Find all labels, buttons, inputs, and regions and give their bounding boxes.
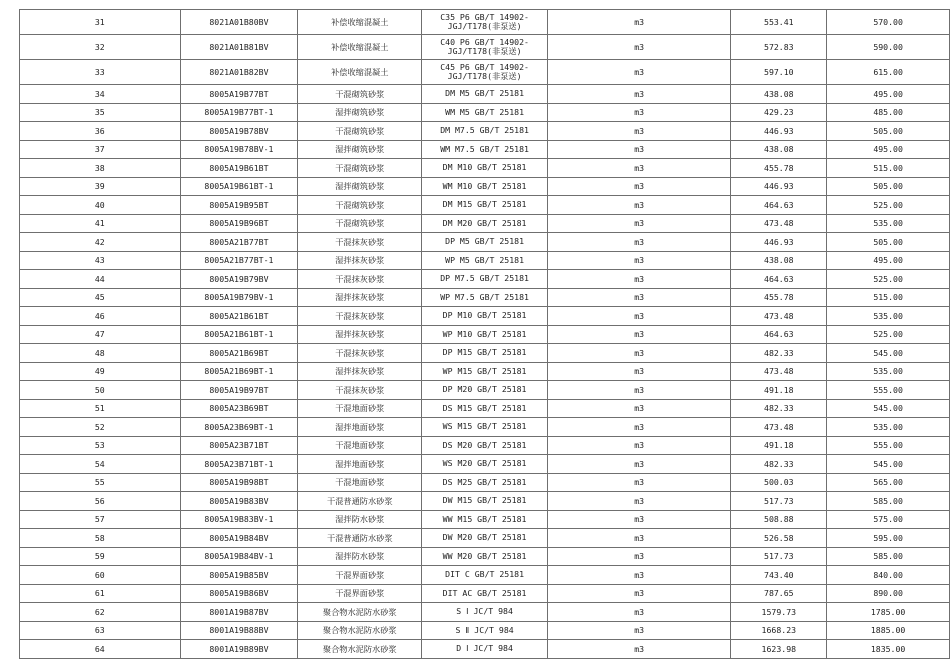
table-row	[20, 529, 950, 548]
row-number-cell: 50	[20, 381, 181, 400]
specification-cell: WM M7.5 GB/T 25181	[422, 140, 548, 159]
price-incl-tax-cell: 1835.00	[827, 640, 950, 659]
item-code-cell: 8021A01B82BV	[180, 60, 298, 85]
price-excl-tax-cell: 446.93	[731, 233, 827, 252]
item-code-cell: 8005A19B98BT	[180, 473, 298, 492]
table-row	[20, 122, 950, 141]
item-code-cell: 8005A21B77BT-1	[180, 251, 298, 270]
price-excl-tax-cell: 455.78	[731, 159, 827, 178]
row-number-cell: 62	[20, 603, 181, 622]
unit-cell: m3	[547, 196, 730, 215]
row-number-cell: 57	[20, 510, 181, 529]
material-name-cell: 湿拌防水砂浆	[298, 510, 422, 529]
price-excl-tax-cell: 464.63	[731, 325, 827, 344]
specification-cell: WW M15 GB/T 25181	[422, 510, 548, 529]
row-number-cell: 35	[20, 103, 181, 122]
unit-cell: m3	[547, 529, 730, 548]
specification-cell: WW M20 GB/T 25181	[422, 547, 548, 566]
unit-cell: m3	[547, 10, 730, 35]
price-incl-tax-cell: 595.00	[827, 529, 950, 548]
unit-cell: m3	[547, 35, 730, 60]
item-code-cell: 8005A23B71BT	[180, 436, 298, 455]
row-number-cell: 34	[20, 85, 181, 104]
item-code-cell: 8005A19B85BV	[180, 566, 298, 585]
price-incl-tax-cell: 525.00	[827, 196, 950, 215]
unit-cell: m3	[547, 473, 730, 492]
price-incl-tax-cell: 505.00	[827, 233, 950, 252]
price-incl-tax-cell: 535.00	[827, 214, 950, 233]
price-excl-tax-cell: 482.33	[731, 399, 827, 418]
price-excl-tax-cell: 482.33	[731, 455, 827, 474]
price-excl-tax-cell: 464.63	[731, 270, 827, 289]
item-code-cell: 8005A23B71BT-1	[180, 455, 298, 474]
item-code-cell: 8021A01B80BV	[180, 10, 298, 35]
material-name-cell: 补偿收缩混凝土	[298, 10, 422, 35]
material-name-cell: 干混砌筑砂浆	[298, 122, 422, 141]
price-table	[19, 9, 950, 659]
price-incl-tax-cell: 535.00	[827, 362, 950, 381]
table-row	[20, 381, 950, 400]
price-excl-tax-cell: 455.78	[731, 288, 827, 307]
price-excl-tax-cell: 473.48	[731, 307, 827, 326]
material-name-cell: 湿拌地面砂浆	[298, 418, 422, 437]
table-row	[20, 35, 950, 60]
item-code-cell: 8005A19B77BT	[180, 85, 298, 104]
specification-cell: DM M20 GB/T 25181	[422, 214, 548, 233]
unit-cell: m3	[547, 603, 730, 622]
item-code-cell: 8005A21B77BT	[180, 233, 298, 252]
material-name-cell: 干混地面砂浆	[298, 473, 422, 492]
price-incl-tax-cell: 515.00	[827, 159, 950, 178]
specification-cell: DW M20 GB/T 25181	[422, 529, 548, 548]
item-code-cell: 8005A21B69BT	[180, 344, 298, 363]
row-number-cell: 33	[20, 60, 181, 85]
unit-cell: m3	[547, 140, 730, 159]
item-code-cell: 8005A19B96BT	[180, 214, 298, 233]
material-name-cell: 干混抹灰砂浆	[298, 233, 422, 252]
unit-cell: m3	[547, 584, 730, 603]
price-excl-tax-cell: 438.08	[731, 85, 827, 104]
table-row	[20, 196, 950, 215]
specification-cell: WP M10 GB/T 25181	[422, 325, 548, 344]
material-name-cell: 干混地面砂浆	[298, 399, 422, 418]
price-excl-tax-cell: 553.41	[731, 10, 827, 35]
item-code-cell: 8001A19B89BV	[180, 640, 298, 659]
unit-cell: m3	[547, 177, 730, 196]
unit-cell: m3	[547, 85, 730, 104]
table-row	[20, 473, 950, 492]
table-row	[20, 492, 950, 511]
unit-cell: m3	[547, 510, 730, 529]
material-name-cell: 干混砌筑砂浆	[298, 214, 422, 233]
price-excl-tax-cell: 1579.73	[731, 603, 827, 622]
item-code-cell: 8005A19B83BV	[180, 492, 298, 511]
row-number-cell: 40	[20, 196, 181, 215]
price-incl-tax-cell: 545.00	[827, 455, 950, 474]
item-code-cell: 8021A01B81BV	[180, 35, 298, 60]
item-code-cell: 8001A19B87BV	[180, 603, 298, 622]
price-incl-tax-cell: 495.00	[827, 140, 950, 159]
price-excl-tax-cell: 572.83	[731, 35, 827, 60]
material-name-cell: 湿拌地面砂浆	[298, 455, 422, 474]
table-row	[20, 288, 950, 307]
price-excl-tax-cell: 500.03	[731, 473, 827, 492]
item-code-cell: 8005A19B78BV	[180, 122, 298, 141]
table-row	[20, 214, 950, 233]
price-excl-tax-cell: 517.73	[731, 547, 827, 566]
price-excl-tax-cell: 429.23	[731, 103, 827, 122]
table-row	[20, 177, 950, 196]
price-excl-tax-cell: 491.18	[731, 381, 827, 400]
item-code-cell: 8005A19B78BV-1	[180, 140, 298, 159]
table-row	[20, 344, 950, 363]
unit-cell: m3	[547, 344, 730, 363]
price-incl-tax-cell: 555.00	[827, 436, 950, 455]
row-number-cell: 47	[20, 325, 181, 344]
material-name-cell: 干混抹灰砂浆	[298, 307, 422, 326]
row-number-cell: 49	[20, 362, 181, 381]
material-name-cell: 干混抹灰砂浆	[298, 381, 422, 400]
specification-cell: DM M5 GB/T 25181	[422, 85, 548, 104]
unit-cell: m3	[547, 122, 730, 141]
table-row	[20, 621, 950, 640]
price-incl-tax-cell: 840.00	[827, 566, 950, 585]
table-row	[20, 566, 950, 585]
material-name-cell: 湿拌砌筑砂浆	[298, 140, 422, 159]
price-excl-tax-cell: 438.08	[731, 251, 827, 270]
item-code-cell: 8005A19B61BT-1	[180, 177, 298, 196]
table-row	[20, 233, 950, 252]
table-row	[20, 307, 950, 326]
price-incl-tax-cell: 575.00	[827, 510, 950, 529]
row-number-cell: 63	[20, 621, 181, 640]
specification-cell: WM M5 GB/T 25181	[422, 103, 548, 122]
specification-cell: C40 P6 GB/T 14902-JGJ/T178(非泵送)	[422, 35, 548, 60]
material-name-cell: 湿拌砌筑砂浆	[298, 177, 422, 196]
item-code-cell: 8005A21B61BT	[180, 307, 298, 326]
price-incl-tax-cell: 505.00	[827, 177, 950, 196]
row-number-cell: 39	[20, 177, 181, 196]
table-row	[20, 510, 950, 529]
price-excl-tax-cell: 787.65	[731, 584, 827, 603]
specification-cell: C35 P6 GB/T 14902-JGJ/T178(非泵送)	[422, 10, 548, 35]
item-code-cell: 8005A23B69BT	[180, 399, 298, 418]
table-row	[20, 270, 950, 289]
material-name-cell: 干混界面砂浆	[298, 566, 422, 585]
table-row	[20, 455, 950, 474]
price-excl-tax-cell: 464.63	[731, 196, 827, 215]
price-incl-tax-cell: 525.00	[827, 325, 950, 344]
material-name-cell: 干混砌筑砂浆	[298, 196, 422, 215]
price-excl-tax-cell: 473.48	[731, 362, 827, 381]
price-incl-tax-cell: 590.00	[827, 35, 950, 60]
specification-cell: DP M7.5 GB/T 25181	[422, 270, 548, 289]
unit-cell: m3	[547, 492, 730, 511]
unit-cell: m3	[547, 640, 730, 659]
table-row	[20, 436, 950, 455]
table-row	[20, 159, 950, 178]
unit-cell: m3	[547, 60, 730, 85]
item-code-cell: 8005A19B86BV	[180, 584, 298, 603]
price-incl-tax-cell: 515.00	[827, 288, 950, 307]
unit-cell: m3	[547, 547, 730, 566]
table-row	[20, 10, 950, 35]
price-incl-tax-cell: 615.00	[827, 60, 950, 85]
specification-cell: DIT AC GB/T 25181	[422, 584, 548, 603]
specification-cell: DP M15 GB/T 25181	[422, 344, 548, 363]
row-number-cell: 56	[20, 492, 181, 511]
price-excl-tax-cell: 508.88	[731, 510, 827, 529]
price-incl-tax-cell: 535.00	[827, 307, 950, 326]
price-excl-tax-cell: 438.08	[731, 140, 827, 159]
unit-cell: m3	[547, 103, 730, 122]
specification-cell: WS M15 GB/T 25181	[422, 418, 548, 437]
item-code-cell: 8005A19B61BT	[180, 159, 298, 178]
specification-cell: WM M10 GB/T 25181	[422, 177, 548, 196]
table-row	[20, 418, 950, 437]
specification-cell: WP M7.5 GB/T 25181	[422, 288, 548, 307]
price-excl-tax-cell: 446.93	[731, 177, 827, 196]
specification-cell: DS M25 GB/T 25181	[422, 473, 548, 492]
table-row	[20, 640, 950, 659]
material-name-cell: 补偿收缩混凝土	[298, 60, 422, 85]
unit-cell: m3	[547, 214, 730, 233]
item-code-cell: 8005A19B84BV	[180, 529, 298, 548]
material-name-cell: 湿拌砌筑砂浆	[298, 103, 422, 122]
unit-cell: m3	[547, 251, 730, 270]
row-number-cell: 43	[20, 251, 181, 270]
specification-cell: WP M5 GB/T 25181	[422, 251, 548, 270]
table-row	[20, 140, 950, 159]
row-number-cell: 58	[20, 529, 181, 548]
price-incl-tax-cell: 585.00	[827, 547, 950, 566]
unit-cell: m3	[547, 455, 730, 474]
material-name-cell: 干混抹灰砂浆	[298, 344, 422, 363]
row-number-cell: 52	[20, 418, 181, 437]
table-row	[20, 362, 950, 381]
table-row	[20, 603, 950, 622]
row-number-cell: 59	[20, 547, 181, 566]
price-incl-tax-cell: 585.00	[827, 492, 950, 511]
material-name-cell: 干混砌筑砂浆	[298, 85, 422, 104]
unit-cell: m3	[547, 270, 730, 289]
row-number-cell: 64	[20, 640, 181, 659]
material-name-cell: 湿拌抹灰砂浆	[298, 325, 422, 344]
price-excl-tax-cell: 482.33	[731, 344, 827, 363]
price-excl-tax-cell: 597.10	[731, 60, 827, 85]
material-name-cell: 干混抹灰砂浆	[298, 270, 422, 289]
item-code-cell: 8005A19B83BV-1	[180, 510, 298, 529]
unit-cell: m3	[547, 325, 730, 344]
material-name-cell: 干混普通防水砂浆	[298, 492, 422, 511]
specification-cell: DS M20 GB/T 25181	[422, 436, 548, 455]
price-incl-tax-cell: 570.00	[827, 10, 950, 35]
specification-cell: DM M10 GB/T 25181	[422, 159, 548, 178]
unit-cell: m3	[547, 399, 730, 418]
table-row	[20, 399, 950, 418]
price-incl-tax-cell: 890.00	[827, 584, 950, 603]
item-code-cell: 8005A23B69BT-1	[180, 418, 298, 437]
specification-cell: D Ⅰ JC/T 984	[422, 640, 548, 659]
item-code-cell: 8001A19B88BV	[180, 621, 298, 640]
price-incl-tax-cell: 535.00	[827, 418, 950, 437]
row-number-cell: 42	[20, 233, 181, 252]
price-excl-tax-cell: 473.48	[731, 214, 827, 233]
material-name-cell: 干混界面砂浆	[298, 584, 422, 603]
specification-cell: DM M15 GB/T 25181	[422, 196, 548, 215]
row-number-cell: 32	[20, 35, 181, 60]
unit-cell: m3	[547, 233, 730, 252]
table-row	[20, 103, 950, 122]
item-code-cell: 8005A21B61BT-1	[180, 325, 298, 344]
material-name-cell: 干混普通防水砂浆	[298, 529, 422, 548]
specification-cell: DP M10 GB/T 25181	[422, 307, 548, 326]
price-excl-tax-cell: 743.40	[731, 566, 827, 585]
unit-cell: m3	[547, 288, 730, 307]
specification-cell: DS M15 GB/T 25181	[422, 399, 548, 418]
material-name-cell: 干混砌筑砂浆	[298, 159, 422, 178]
unit-cell: m3	[547, 418, 730, 437]
price-excl-tax-cell: 517.73	[731, 492, 827, 511]
specification-cell: WP M15 GB/T 25181	[422, 362, 548, 381]
price-excl-tax-cell: 491.18	[731, 436, 827, 455]
table-row	[20, 325, 950, 344]
material-name-cell: 湿拌防水砂浆	[298, 547, 422, 566]
unit-cell: m3	[547, 436, 730, 455]
price-incl-tax-cell: 525.00	[827, 270, 950, 289]
row-number-cell: 48	[20, 344, 181, 363]
unit-cell: m3	[547, 159, 730, 178]
row-number-cell: 61	[20, 584, 181, 603]
table-body	[20, 10, 950, 659]
material-name-cell: 聚合物水泥防水砂浆	[298, 640, 422, 659]
price-incl-tax-cell: 495.00	[827, 251, 950, 270]
unit-cell: m3	[547, 381, 730, 400]
row-number-cell: 31	[20, 10, 181, 35]
price-excl-tax-cell: 526.58	[731, 529, 827, 548]
specification-cell: DW M15 GB/T 25181	[422, 492, 548, 511]
item-code-cell: 8005A19B79BV-1	[180, 288, 298, 307]
item-code-cell: 8005A19B95BT	[180, 196, 298, 215]
material-name-cell: 聚合物水泥防水砂浆	[298, 603, 422, 622]
item-code-cell: 8005A19B79BV	[180, 270, 298, 289]
table-row	[20, 60, 950, 85]
table-row	[20, 547, 950, 566]
unit-cell: m3	[547, 566, 730, 585]
price-incl-tax-cell: 545.00	[827, 344, 950, 363]
specification-cell: DP M20 GB/T 25181	[422, 381, 548, 400]
material-name-cell: 湿拌抹灰砂浆	[298, 251, 422, 270]
price-excl-tax-cell: 1668.23	[731, 621, 827, 640]
row-number-cell: 54	[20, 455, 181, 474]
price-incl-tax-cell: 505.00	[827, 122, 950, 141]
price-incl-tax-cell: 495.00	[827, 85, 950, 104]
specification-cell: DIT C GB/T 25181	[422, 566, 548, 585]
row-number-cell: 53	[20, 436, 181, 455]
price-excl-tax-cell: 446.93	[731, 122, 827, 141]
price-incl-tax-cell: 485.00	[827, 103, 950, 122]
row-number-cell: 46	[20, 307, 181, 326]
price-excl-tax-cell: 1623.98	[731, 640, 827, 659]
price-incl-tax-cell: 555.00	[827, 381, 950, 400]
item-code-cell: 8005A21B69BT-1	[180, 362, 298, 381]
row-number-cell: 51	[20, 399, 181, 418]
specification-cell: S Ⅱ JC/T 984	[422, 621, 548, 640]
price-incl-tax-cell: 1785.00	[827, 603, 950, 622]
material-name-cell: 干混地面砂浆	[298, 436, 422, 455]
row-number-cell: 37	[20, 140, 181, 159]
table-row	[20, 251, 950, 270]
price-incl-tax-cell: 1885.00	[827, 621, 950, 640]
item-code-cell: 8005A19B97BT	[180, 381, 298, 400]
material-name-cell: 湿拌抹灰砂浆	[298, 362, 422, 381]
material-name-cell: 湿拌抹灰砂浆	[298, 288, 422, 307]
row-number-cell: 44	[20, 270, 181, 289]
row-number-cell: 41	[20, 214, 181, 233]
specification-cell: WS M20 GB/T 25181	[422, 455, 548, 474]
table-row	[20, 584, 950, 603]
row-number-cell: 55	[20, 473, 181, 492]
specification-cell: DM M7.5 GB/T 25181	[422, 122, 548, 141]
row-number-cell: 60	[20, 566, 181, 585]
row-number-cell: 45	[20, 288, 181, 307]
item-code-cell: 8005A19B84BV-1	[180, 547, 298, 566]
material-name-cell: 补偿收缩混凝土	[298, 35, 422, 60]
price-incl-tax-cell: 545.00	[827, 399, 950, 418]
unit-cell: m3	[547, 621, 730, 640]
specification-cell: DP M5 GB/T 25181	[422, 233, 548, 252]
unit-cell: m3	[547, 307, 730, 326]
price-incl-tax-cell: 565.00	[827, 473, 950, 492]
specification-cell: C45 P6 GB/T 14902-JGJ/T178(非泵送)	[422, 60, 548, 85]
item-code-cell: 8005A19B77BT-1	[180, 103, 298, 122]
row-number-cell: 38	[20, 159, 181, 178]
price-excl-tax-cell: 473.48	[731, 418, 827, 437]
row-number-cell: 36	[20, 122, 181, 141]
material-name-cell: 聚合物水泥防水砂浆	[298, 621, 422, 640]
table-row	[20, 85, 950, 104]
unit-cell: m3	[547, 362, 730, 381]
specification-cell: S Ⅰ JC/T 984	[422, 603, 548, 622]
